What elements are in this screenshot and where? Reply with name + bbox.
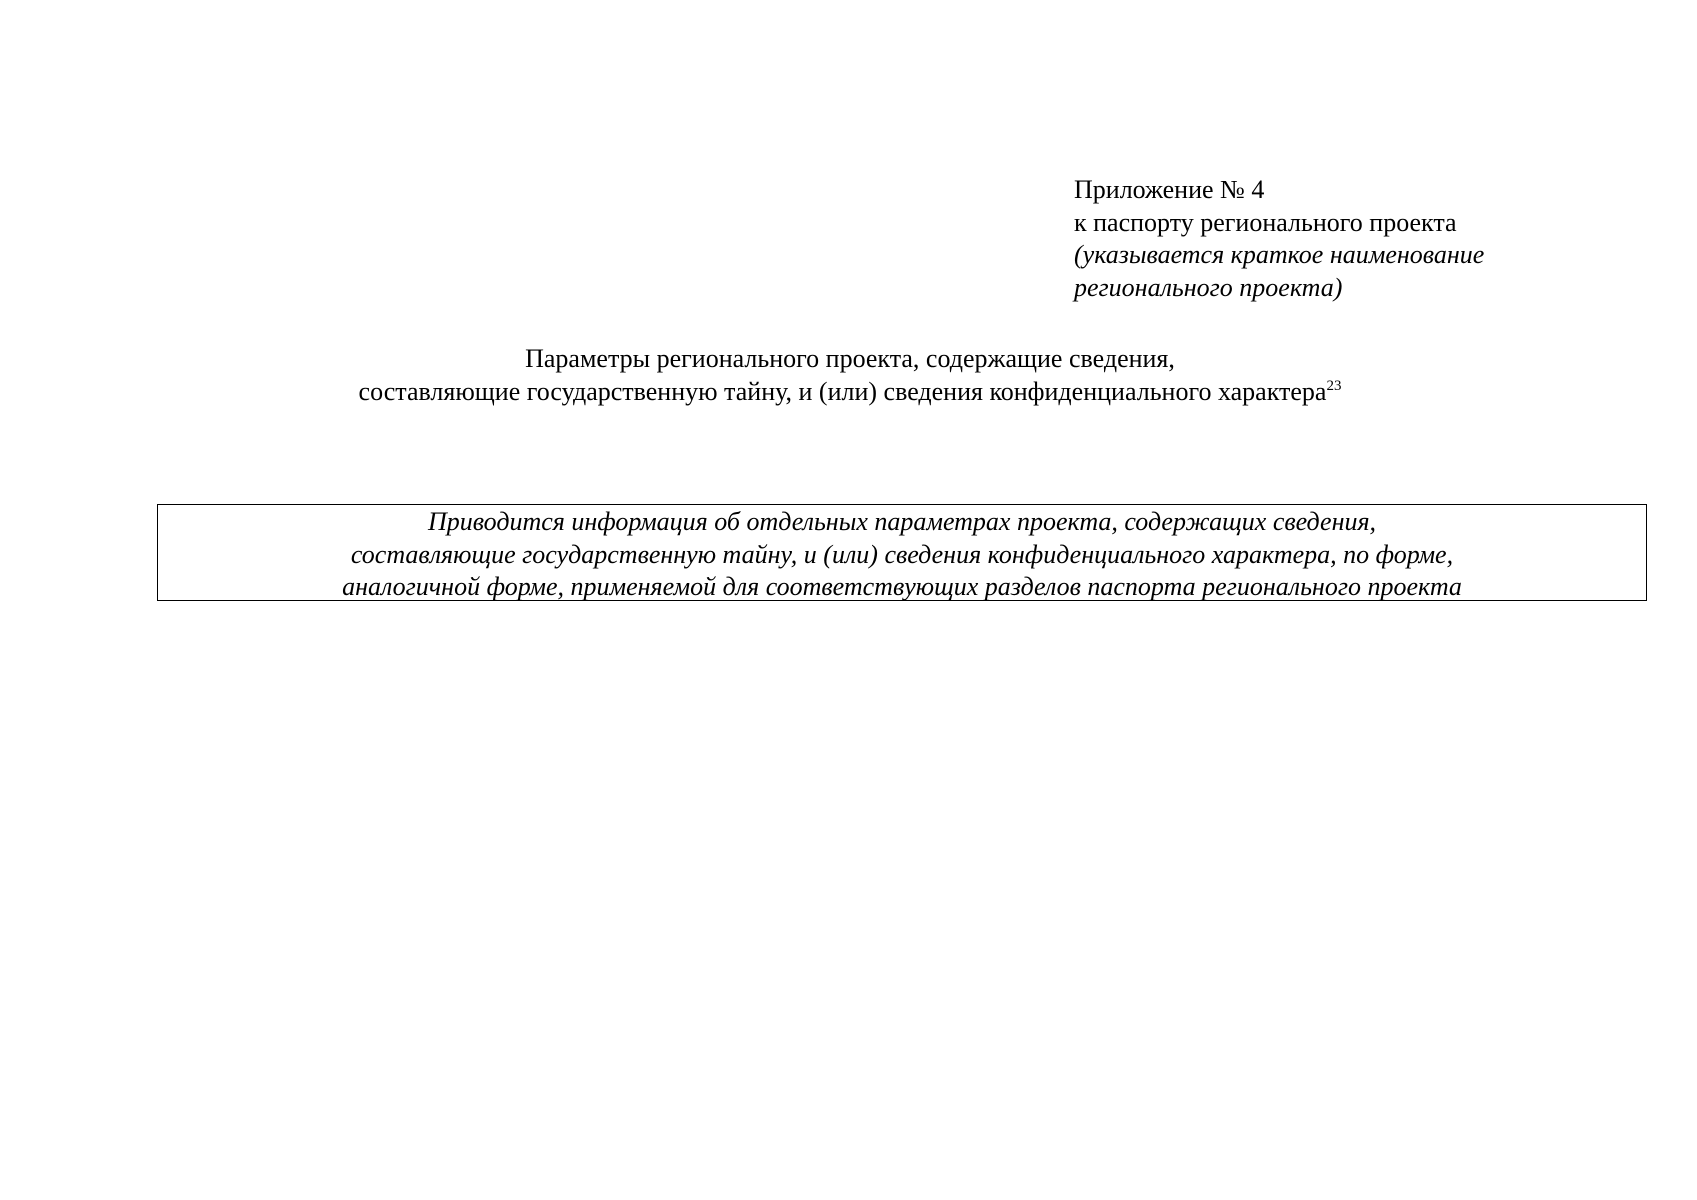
instruction-line-3: аналогичной форме, применяемой для соответствующих разделов паспорта регионального проекта <box>342 572 1462 601</box>
footnote-reference: 23 <box>1326 377 1342 394</box>
document-title <box>140 343 1560 408</box>
document-title-line-2-wrapper <box>140 376 1560 409</box>
instruction-line-1: Приводится информация об отдельных параметрах проекта, содержащих сведения, <box>427 507 1377 536</box>
instruction-box <box>157 504 1647 601</box>
appendix-passport-reference: к паспорту регионального проекта <box>1074 207 1457 237</box>
appendix-header <box>1074 174 1484 304</box>
document-title-line-1: Параметры регионального проекта, содержащие сведения, <box>525 344 1175 373</box>
appendix-project-name-placeholder-line-2: регионального проекта) <box>1074 272 1343 302</box>
appendix-number: Приложение № 4 <box>1074 175 1265 204</box>
instruction-line-2: составляющие государственную тайну, и (или) сведения конфиденциального характера, по форме, <box>350 539 1454 569</box>
appendix-project-name-placeholder-line-1: (указывается краткое наименование <box>1074 240 1485 269</box>
document-title-line-2: составляющие государственную тайну, и (или) сведения конфиденциального характера <box>358 376 1327 406</box>
